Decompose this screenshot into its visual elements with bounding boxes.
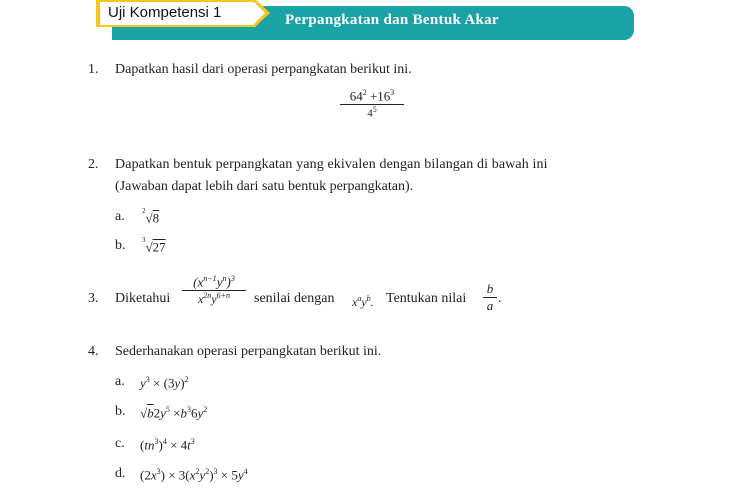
q4c-expression: $(tn^3)^4 \times 4t^3$: [140, 437, 195, 453]
q4d-expression: $(2x^3) \times 3(x^2y^2)^3 \times 5y^4$: [140, 467, 248, 483]
q1-denominator: $4^5$: [367, 105, 377, 120]
q4c-label: c.: [115, 436, 125, 451]
q4a-expression: $y^3 \times (3y)^2$: [140, 375, 189, 391]
q4b-expression: $√b2y^5 \times b^36y^2$: [140, 405, 208, 421]
tag-label: Uji Kompetensi 1: [108, 4, 222, 21]
q1-numerator: $64^2 +16^3$: [340, 88, 404, 105]
header-title: Perpangkatan dan Bentuk Akar: [285, 12, 499, 28]
q2b-expression: $^3$√27: [142, 236, 166, 255]
q2-line2: (Jawaban dapat lebih dari satu bentuk perpangkatan).: [115, 179, 414, 194]
q3-post: Tentukan nilai: [386, 291, 467, 306]
q3-pre: Diketahui: [115, 291, 171, 306]
q2a-label: a.: [115, 209, 125, 224]
q1-text: Dapatkan hasil dari operasi perpangkatan berikut ini.: [115, 62, 412, 77]
q3-number: 3.: [88, 291, 99, 306]
q2-line1: Dapatkan bentuk perpangkatan yang ekivalen dengan bilangan di bawah ini: [115, 157, 548, 172]
tag-inner-arrow: [254, 2, 265, 24]
q3-ba-denominator: a: [486, 298, 494, 313]
q1-number: 1.: [88, 62, 99, 77]
q3-ba-fraction: [483, 281, 497, 314]
q3-ba-numerator: b: [483, 281, 497, 298]
q4b-label: b.: [115, 404, 126, 419]
q1-fraction: [340, 88, 404, 120]
q3-mid: senilai dengan: [254, 291, 335, 306]
q2-number: 2.: [88, 157, 99, 172]
q4-text: Sederhanakan operasi perpangkatan berikut ini.: [115, 344, 382, 359]
q2a-expression: $^2$√8: [142, 207, 160, 226]
q4a-label: a.: [115, 374, 125, 389]
q3-expression: $x^ay^b$.: [352, 294, 374, 309]
q3-period: .: [498, 291, 502, 306]
q4d-label: d.: [115, 466, 126, 481]
q2b-label: b.: [115, 238, 126, 253]
q3-numerator: $(x^{n-1}y^n)^3$: [182, 274, 246, 291]
q4-number: 4.: [88, 344, 99, 359]
q3-denominator: $x^{2n}y^{6+n}$: [197, 291, 231, 307]
q3-fraction: [182, 274, 246, 307]
